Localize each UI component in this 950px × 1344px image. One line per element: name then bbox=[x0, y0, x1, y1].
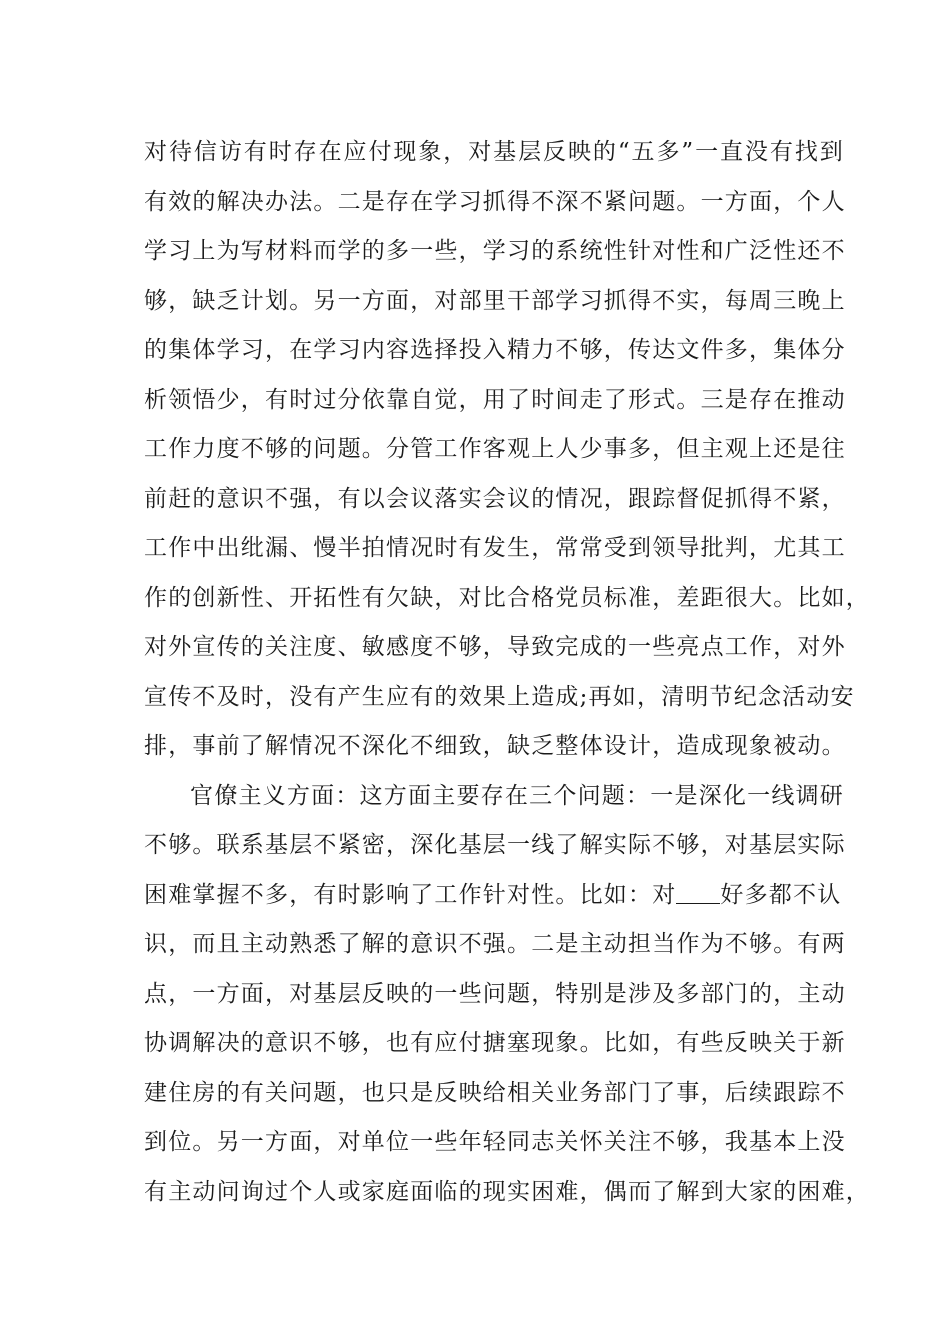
text-line: 学习上为写材料而学的多一些，学习的系统性针对性和广泛性还不 bbox=[144, 238, 846, 264]
text-line: 工作力度不够的问题。分管工作客观上人少事多，但主观上还是往 bbox=[144, 436, 846, 462]
fill-in-blank bbox=[676, 879, 720, 904]
paragraph-bureaucratism bbox=[144, 776, 870, 1222]
text-segment: 困难掌握不多，有时影响了工作针对性。比如：对 bbox=[144, 881, 677, 908]
text-line: 宣传不及时，没有产生应有的效果上造成;再如，清明节纪念活动安 bbox=[144, 683, 855, 710]
text-line: 对待信访有时存在应付现象，对基层反映的“五多”一直没有找到 bbox=[144, 139, 844, 165]
text-line: 作的创新性、开拓性有欠缺，对比合格党员标准，差距很大。比如， bbox=[144, 584, 870, 611]
text-line: 不够。联系基层不紧密，深化基层一线了解实际不够，对基层实际 bbox=[144, 832, 846, 858]
text-line: 协调解决的意识不够，也有应付搪塞现象。比如，有些反映关于新 bbox=[144, 1030, 846, 1056]
text-line: 有主动问询过个人或家庭面临的现实困难，偶而了解到大家的困难， bbox=[144, 1178, 870, 1205]
text-line: 工作中出纰漏、慢半拍情况时有发生，常常受到领导批判，尤其工 bbox=[144, 535, 846, 561]
text-line: 排，事前了解情况不深化不细致，缺乏整体设计，造成现象被动。 bbox=[144, 733, 846, 759]
text-line: 有效的解决办法。二是存在学习抓得不深不紧问题。一方面，个人 bbox=[144, 188, 846, 215]
text-line-with-blank bbox=[144, 875, 844, 925]
text-line: 官僚主义方面：这方面主要存在三个问题：一是深化一线调研 bbox=[190, 782, 844, 809]
text-line: 识，而且主动熟悉了解的意识不强。二是主动担当作为不够。有两 bbox=[144, 931, 846, 957]
text-line: 前赶的意识不强，有以会议落实会议的情况，跟踪督促抓得不紧， bbox=[144, 485, 846, 512]
text-line: 到位。另一方面，对单位一些年轻同志关怀关注不够，我基本上没 bbox=[144, 1129, 846, 1155]
paragraph-formalism bbox=[144, 132, 870, 776]
text-line: 析领悟少，有时过分依靠自觉，用了时间走了形式。三是存在推动 bbox=[144, 386, 846, 413]
text-segment: 好多都不认 bbox=[720, 881, 842, 908]
text-line: 的集体学习，在学习内容选择投入精力不够，传达文件多，集体分 bbox=[144, 337, 846, 363]
document-body bbox=[144, 132, 870, 1221]
text-line: 够，缺乏计划。另一方面，对部里干部学习抓得不实，每周三晚上 bbox=[144, 287, 846, 314]
text-line: 对外宣传的关注度、敏感度不够，导致完成的一些亮点工作，对外 bbox=[144, 634, 846, 660]
text-line: 建住房的有关问题，也只是反映给相关业务部门了事，后续跟踪不 bbox=[144, 1079, 846, 1106]
text-line: 点，一方面，对基层反映的一些问题，特别是涉及多部门的，主动 bbox=[144, 980, 846, 1007]
